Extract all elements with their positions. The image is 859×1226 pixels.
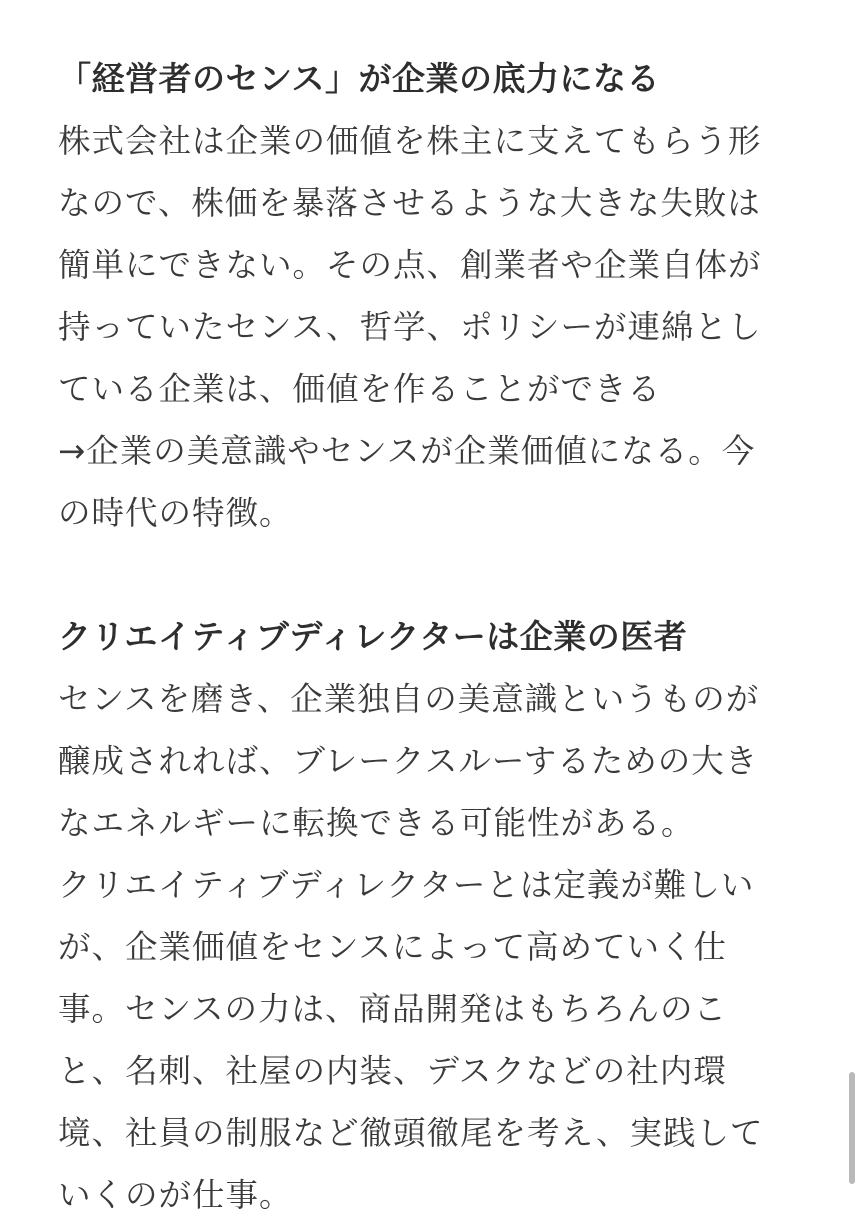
paragraph-line: の時代の特徴。	[58, 494, 293, 532]
article-body	[58, 48, 803, 1226]
paragraph-line: 醸成されれば、ブレークスルーするための大き	[58, 742, 759, 780]
scrollbar-thumb[interactable]	[849, 1072, 855, 1184]
section-spacer	[58, 544, 803, 606]
paragraph-line: センスを磨き、企業独自の美意識というものが	[58, 680, 760, 718]
paragraph-line: クリエイティブディレクターとは定義が難しい	[58, 866, 755, 904]
section-creative-director	[58, 606, 803, 1226]
paragraph-line: と、名刺、社屋の内装、デスクなどの社内環	[58, 1052, 727, 1090]
section-heading: クリエイティブディレクターは企業の医者	[58, 617, 688, 656]
section-management-sense	[58, 48, 803, 544]
paragraph-line: が、企業価値をセンスによって高めていく仕	[58, 928, 728, 966]
paragraph-line: なので、株価を暴落させるような大きな失敗は	[58, 184, 761, 222]
paragraph-line: ている企業は、価値を作ることができる	[58, 370, 662, 408]
paragraph-line: 株式会社は企業の価値を株主に支えてもらう形	[58, 122, 762, 160]
paragraph-line: 持っていたセンス、哲学、ポリシーが連綿とし	[58, 308, 762, 346]
paragraph-line: いくのが仕事。	[58, 1176, 293, 1214]
paragraph-line: →企業の美意識やセンスが企業価値になる。今	[58, 432, 756, 470]
section-heading: 「経営者のセンス」が企業の底力になる	[58, 59, 661, 98]
scrollbar[interactable]	[845, 0, 859, 1200]
paragraph-line: 簡単にできない。その点、創業者や企業自体が	[58, 246, 762, 284]
paragraph-line: 事。センスの力は、商品開発はもちろんのこ	[58, 990, 728, 1028]
paragraph-line: なエネルギーに転換できる可能性がある。	[58, 804, 695, 842]
paragraph-line: 境、社員の制服など徹頭徹尾を考え、実践して	[58, 1114, 764, 1152]
